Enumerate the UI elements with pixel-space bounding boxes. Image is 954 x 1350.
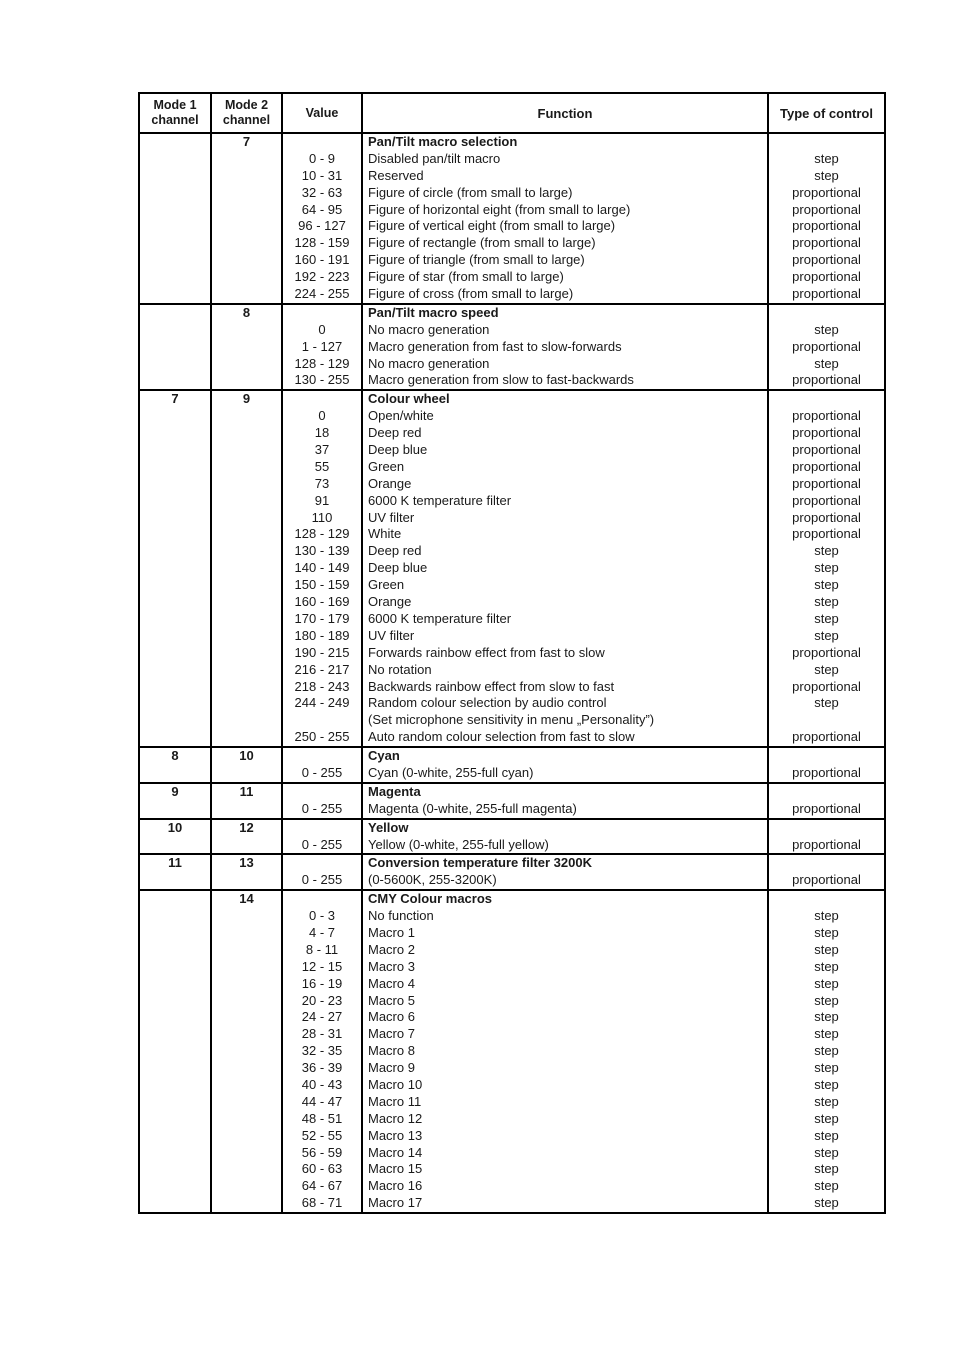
control-type: proportional <box>792 269 861 285</box>
function-cell <box>362 133 768 304</box>
control-type: proportional <box>792 836 861 852</box>
dmx-value: 0 - 255 <box>301 764 343 780</box>
function-description: Figure of rectangle (from small to large) <box>368 235 596 251</box>
table-row <box>139 390 885 747</box>
table-row <box>139 747 885 783</box>
function-description: Macro 7 <box>368 1026 415 1042</box>
dmx-value: 0 <box>318 321 326 337</box>
function-description: Orange <box>368 594 412 610</box>
control-type: step <box>814 1195 839 1211</box>
function-description: No function <box>368 908 434 924</box>
function-description: Deep blue <box>368 560 428 576</box>
dmx-value: 18 <box>314 425 330 441</box>
type-spacer <box>769 784 884 801</box>
dmx-value: 0 - 255 <box>301 872 343 888</box>
function-description: Disabled pan/tilt macro <box>368 150 501 166</box>
dmx-value: 4 - 7 <box>308 924 335 940</box>
control-type: step <box>814 1026 839 1042</box>
dmx-value: 20 - 23 <box>301 992 343 1008</box>
function-description: Deep red <box>368 425 422 441</box>
function-description: Green <box>368 458 405 474</box>
function-description: Figure of star (from small to large) <box>368 269 564 285</box>
control-type: step <box>814 627 839 643</box>
value-spacer <box>283 820 361 837</box>
function-description: (0-5600K, 255-3200K) <box>368 872 497 888</box>
function-description: Deep blue <box>368 442 428 458</box>
dmx-value: 250 - 255 <box>294 729 350 745</box>
table-row <box>139 819 885 855</box>
dmx-value: 37 <box>314 442 330 458</box>
control-type: step <box>814 1110 839 1126</box>
value-spacer <box>283 855 361 872</box>
control-type: proportional <box>792 644 861 660</box>
function-description: Macro 14 <box>368 1144 423 1160</box>
dmx-value: 28 - 31 <box>301 1026 343 1042</box>
dmx-value: 96 - 127 <box>298 218 346 234</box>
table-row <box>139 133 885 304</box>
dmx-value: 140 - 149 <box>294 560 350 576</box>
header-type-of-control: Type of control <box>768 93 885 133</box>
dmx-value: 0 - 255 <box>301 800 343 816</box>
dmx-value: 32 - 35 <box>301 1043 343 1059</box>
control-type: step <box>814 1043 839 1059</box>
control-type: step <box>814 1076 839 1092</box>
function-description: Macro 6 <box>368 1009 415 1025</box>
control-type: step <box>814 1009 839 1025</box>
function-description: Figure of cross (from small to large) <box>368 286 574 302</box>
control-type: step <box>814 1127 839 1143</box>
control-type: proportional <box>792 235 861 251</box>
value-cell <box>282 819 362 855</box>
type-of-control-cell <box>768 854 885 890</box>
control-type: step <box>814 167 839 183</box>
function-description: Macro 13 <box>368 1127 423 1143</box>
function-description: Macro 12 <box>368 1110 423 1126</box>
mode1-channel <box>139 133 211 304</box>
table-body <box>139 133 885 1213</box>
function-description: Green <box>368 577 405 593</box>
control-type: proportional <box>792 872 861 888</box>
value-cell <box>282 890 362 1213</box>
function-description: Macro 11 <box>368 1093 422 1109</box>
dmx-value: 10 - 31 <box>301 167 343 183</box>
control-type: proportional <box>792 526 861 542</box>
function-description: Macro 16 <box>368 1178 423 1194</box>
function-description: Orange <box>368 475 412 491</box>
type-of-control-cell <box>768 747 885 783</box>
header-value: Value <box>282 93 362 133</box>
dmx-value: 130 - 139 <box>294 543 350 559</box>
function-cell <box>362 304 768 390</box>
function-cell <box>362 854 768 890</box>
mode2-channel: 11 <box>211 783 282 819</box>
function-description: UV filter <box>368 627 415 643</box>
type-spacer <box>769 855 884 872</box>
control-type: proportional <box>792 475 861 491</box>
control-type: proportional <box>792 425 861 441</box>
table-row <box>139 854 885 890</box>
control-type: proportional <box>792 286 861 302</box>
control-type: step <box>814 661 839 677</box>
control-type: step <box>814 610 839 626</box>
control-type: proportional <box>792 800 861 816</box>
type-of-control-cell <box>768 133 885 304</box>
type-spacer <box>769 820 884 837</box>
dmx-value <box>283 712 361 729</box>
dmx-value: 160 - 169 <box>294 594 350 610</box>
function-cell <box>362 783 768 819</box>
type-spacer <box>769 891 884 908</box>
function-title: Pan/Tilt macro speed <box>368 304 499 320</box>
header-mode1-channel: Mode 1 channel <box>139 93 211 133</box>
control-type: proportional <box>792 458 861 474</box>
value-spacer <box>283 391 361 408</box>
control-type: proportional <box>792 408 861 424</box>
function-description: No rotation <box>368 661 432 677</box>
mode1-channel: 11 <box>139 854 211 890</box>
function-cell <box>362 747 768 783</box>
value-spacer <box>283 748 361 765</box>
type-spacer <box>769 748 884 765</box>
dmx-value: 0 - 3 <box>308 908 335 924</box>
function-description: Deep red <box>368 543 422 559</box>
mode1-channel: 9 <box>139 783 211 819</box>
function-description: No macro generation <box>368 355 490 371</box>
dmx-value: 244 - 249 <box>294 695 350 711</box>
type-of-control-cell <box>768 304 885 390</box>
function-description: No macro generation <box>368 321 490 337</box>
table-header-row <box>139 93 885 133</box>
control-type: step <box>814 1060 839 1076</box>
control-type: proportional <box>792 201 861 217</box>
dmx-value: 0 - 255 <box>301 836 343 852</box>
dmx-value: 91 <box>314 492 330 508</box>
function-description: Macro 15 <box>368 1161 423 1177</box>
control-type: proportional <box>792 184 861 200</box>
value-cell <box>282 747 362 783</box>
control-type: proportional <box>792 252 861 268</box>
dmx-value: 12 - 15 <box>301 958 343 974</box>
function-title: Magenta <box>368 783 421 799</box>
value-spacer <box>283 784 361 801</box>
dmx-value: 64 - 67 <box>301 1178 343 1194</box>
function-description: Open/white <box>368 408 434 424</box>
function-title: Colour wheel <box>368 391 450 407</box>
function-description: (Set microphone sensitivity in menu „Personality”) <box>368 712 655 728</box>
function-description: White <box>368 526 402 542</box>
control-type: step <box>814 560 839 576</box>
function-description: Macro 10 <box>368 1076 423 1092</box>
value-cell <box>282 783 362 819</box>
mode1-channel <box>139 890 211 1213</box>
control-type: step <box>814 908 839 924</box>
control-type: step <box>814 975 839 991</box>
value-cell <box>282 854 362 890</box>
control-type: step <box>814 594 839 610</box>
value-spacer <box>283 891 361 908</box>
mode2-channel: 7 <box>211 133 282 304</box>
control-type: proportional <box>792 338 861 354</box>
type-spacer <box>769 391 884 408</box>
mode1-channel: 8 <box>139 747 211 783</box>
dmx-value: 130 - 255 <box>294 372 350 388</box>
control-type: step <box>814 695 839 711</box>
mode2-channel: 12 <box>211 819 282 855</box>
function-description: 6000 K temperature filter <box>368 492 512 508</box>
mode1-channel <box>139 304 211 390</box>
table-row <box>139 304 885 390</box>
control-type: proportional <box>792 372 861 388</box>
dmx-value: 150 - 159 <box>294 577 350 593</box>
function-description: Macro 1 <box>368 924 415 940</box>
dmx-value: 40 - 43 <box>301 1076 343 1092</box>
dmx-value: 56 - 59 <box>301 1144 343 1160</box>
dmx-value: 192 - 223 <box>294 269 350 285</box>
dmx-value: 0 - 9 <box>308 150 335 166</box>
function-description: Macro 5 <box>368 992 415 1008</box>
control-type: step <box>814 1178 839 1194</box>
function-description: Macro 2 <box>368 941 415 957</box>
value-spacer <box>283 305 361 322</box>
dmx-value: 218 - 243 <box>294 678 350 694</box>
type-spacer <box>769 305 884 322</box>
function-description: Macro generation from fast to slow-forwards <box>368 338 622 354</box>
dmx-value: 55 <box>314 458 330 474</box>
mode2-channel: 8 <box>211 304 282 390</box>
control-type: step <box>814 941 839 957</box>
dmx-value: 128 - 159 <box>294 235 350 251</box>
dmx-value: 60 - 63 <box>301 1161 343 1177</box>
mode2-channel: 9 <box>211 390 282 747</box>
function-title: CMY Colour macros <box>368 891 493 907</box>
control-type: step <box>814 958 839 974</box>
control-type: proportional <box>792 509 861 525</box>
control-type: step <box>814 1144 839 1160</box>
dmx-value: 180 - 189 <box>294 627 350 643</box>
dmx-value: 216 - 217 <box>294 661 350 677</box>
dmx-value: 36 - 39 <box>301 1060 343 1076</box>
type-of-control-cell <box>768 783 885 819</box>
control-type: proportional <box>792 678 861 694</box>
control-type: step <box>814 992 839 1008</box>
mode2-channel: 13 <box>211 854 282 890</box>
function-description: Figure of circle (from small to large) <box>368 184 573 200</box>
dmx-value: 68 - 71 <box>301 1195 343 1211</box>
table-row <box>139 783 885 819</box>
dmx-value: 160 - 191 <box>294 252 350 268</box>
type-of-control-cell <box>768 819 885 855</box>
control-type: step <box>814 321 839 337</box>
function-title: Yellow <box>368 819 409 835</box>
function-title: Pan/Tilt macro selection <box>368 134 518 149</box>
function-description: Macro 3 <box>368 958 415 974</box>
function-description: Macro 17 <box>368 1195 423 1211</box>
control-type: step <box>814 543 839 559</box>
function-description: Macro 9 <box>368 1060 415 1076</box>
dmx-value: 44 - 47 <box>301 1093 343 1109</box>
type-of-control-cell <box>768 390 885 747</box>
header-mode2-channel: Mode 2 channel <box>211 93 282 133</box>
function-title: Cyan <box>368 748 400 764</box>
mode1-channel: 10 <box>139 819 211 855</box>
value-cell <box>282 390 362 747</box>
control-type: proportional <box>792 218 861 234</box>
dmx-value: 32 - 63 <box>301 184 343 200</box>
value-cell <box>282 133 362 304</box>
dmx-value: 16 - 19 <box>301 975 343 991</box>
function-description: Forwards rainbow effect from fast to slow <box>368 644 605 660</box>
function-description: 6000 K temperature filter <box>368 610 512 626</box>
function-description: Yellow (0-white, 255-full yellow) <box>368 836 549 852</box>
function-description: Auto random colour selection from fast to slow <box>368 729 635 745</box>
dmx-value: 24 - 27 <box>301 1009 343 1025</box>
function-description: Magenta (0-white, 255-full magenta) <box>368 800 577 816</box>
control-type: step <box>814 924 839 940</box>
dmx-value: 8 - 11 <box>305 941 339 957</box>
dmx-value: 64 - 95 <box>301 201 343 217</box>
control-type: step <box>814 1093 839 1109</box>
control-type: step <box>814 1161 839 1177</box>
function-description: Cyan (0-white, 255-full cyan) <box>368 764 534 780</box>
function-cell <box>362 819 768 855</box>
function-description: Reserved <box>368 167 424 183</box>
function-description: Macro generation from slow to fast-backwards <box>368 372 634 388</box>
dmx-value: 128 - 129 <box>294 526 350 542</box>
control-type: proportional <box>792 442 861 458</box>
mode2-channel: 14 <box>211 890 282 1213</box>
type-spacer <box>769 134 884 151</box>
dmx-value: 73 <box>314 475 330 491</box>
dmx-value: 52 - 55 <box>301 1127 343 1143</box>
dmx-channel-table <box>138 92 886 1214</box>
function-description: Macro 8 <box>368 1043 415 1059</box>
dmx-value: 128 - 129 <box>294 355 350 371</box>
function-description: Macro 4 <box>368 975 415 991</box>
dmx-value: 1 - 127 <box>301 338 343 354</box>
function-description: UV filter <box>368 509 415 525</box>
function-description: Figure of vertical eight (from small to large) <box>368 218 616 234</box>
control-type: proportional <box>792 729 861 745</box>
type-of-control-cell <box>768 890 885 1213</box>
function-description: Random colour selection by audio control <box>368 695 607 711</box>
control-type: step <box>814 150 839 166</box>
control-type: proportional <box>792 764 861 780</box>
value-spacer <box>283 134 361 151</box>
control-type: proportional <box>792 492 861 508</box>
mode2-channel: 10 <box>211 747 282 783</box>
function-title: Conversion temperature filter 3200K <box>368 855 592 871</box>
function-cell <box>362 890 768 1213</box>
header-function: Function <box>362 93 768 133</box>
control-type <box>769 712 884 729</box>
function-description: Figure of triangle (from small to large) <box>368 252 585 268</box>
dmx-value: 48 - 51 <box>301 1110 343 1126</box>
control-type: step <box>814 577 839 593</box>
mode1-channel: 7 <box>139 390 211 747</box>
dmx-value: 0 <box>318 408 326 424</box>
dmx-value: 170 - 179 <box>294 610 350 626</box>
dmx-value: 110 <box>311 509 333 525</box>
control-type: step <box>814 355 839 371</box>
value-cell <box>282 304 362 390</box>
function-cell <box>362 390 768 747</box>
function-description: Backwards rainbow effect from slow to fast <box>368 678 615 694</box>
dmx-value: 224 - 255 <box>294 286 350 302</box>
dmx-value: 190 - 215 <box>294 644 350 660</box>
function-description: Figure of horizontal eight (from small to large) <box>368 201 631 217</box>
table-row <box>139 890 885 1213</box>
